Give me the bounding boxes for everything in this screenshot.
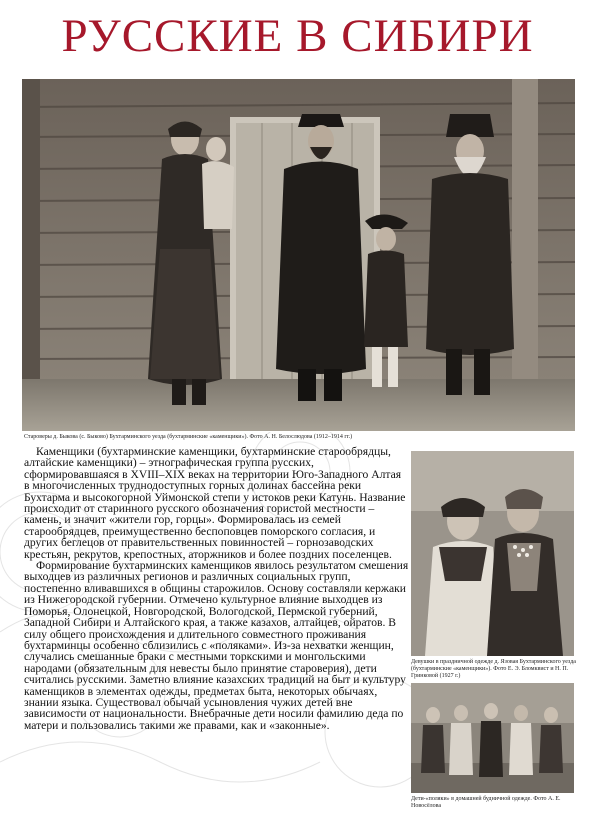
- paragraph-1: Каменщики (бухтарминские каменщики, бухтарминские старообрядцы, алтайские каменщики) – этнографическая группа русских, сформировавшаяся в XVIII–XIX веках на территории Юго-Западного Алтая в многочисленных труднодоступных горных долинах бассейна реки Бухтарма и высокогорной Уймонской степи у истоков реки Катунь. Название происходит от старинного русского обозначения гористой местности – камень, и значит «жители гор, горцы». Формировалась из семей старообрядцев, преимущественно беспоповцев поморского согласия, и других беглецов от правительственных повинностей – горнозаводских крестьян, рекрутов, крепостных, аторжников и более поздних поселенцев.: [24, 445, 406, 561]
- paragraph-2: Формирование бухтарминских каменщиков явилось результатом смешения выходцев из различных регионов и различных социальных групп, постепенно вливавшихся в общины старожилов. Основу составляли кержаки из Нижегородской губернии. Отмечено культурное влияние выходцев из Поморья, Олонецкой, Новгородской, Вологодской, Пермской губерний, Западной Сибири и Алтайского края, а также казахов, алтайцев, ойратов. В силу общего происхождения и длительного совместного проживания бухтарминцы особенно сблизились с «поляками». Из-за нехватки женщин, случались смешанные браки с местными торкскими и монгольскими народами (обязательным для невесты было принятие староверия), дети считались русскими. Заметно влияние казахских традиций на быт и культуру каменщиков в элементах одежды, предметах быта, некоторых обычаях, знании языка. Существовал обычай усыновления чужих детей вне зависимости от национальности. Внебрачные дети носили фамилию деда по матери и пользовались такими же правами, как и «законные».: [24, 559, 409, 732]
- side-photo-girls-caption: Девушки в праздничной одежде д. Язовая Бухтарминского уезда (бухтарминские «каменщики»). Фото Е. Э. Бломквист и Н. П. Гринковой (1927 г.): [411, 659, 576, 679]
- main-photo-caption: Староверы д. Быкова (с. Быково) Бухтарминского уезда (бухтарминские «каменщики»). Фото А. Н. Белослюдова (1912–1914 гг.): [24, 434, 353, 440]
- side-photo-girls: [411, 451, 574, 656]
- side-photo-children: [411, 683, 574, 793]
- page-title: РУССКИЕ В СИБИРИ: [61, 10, 534, 62]
- side-photo-children-caption: Дети-«поляки» в домашней будничной одежде. Фото А. Е. Новосёлова: [411, 796, 561, 809]
- body-text: [24, 446, 409, 731]
- main-photo: [22, 79, 575, 431]
- side-photo-girls-image: [411, 451, 574, 656]
- main-photo-image: [22, 79, 575, 431]
- side-photo-children-image: [411, 683, 574, 793]
